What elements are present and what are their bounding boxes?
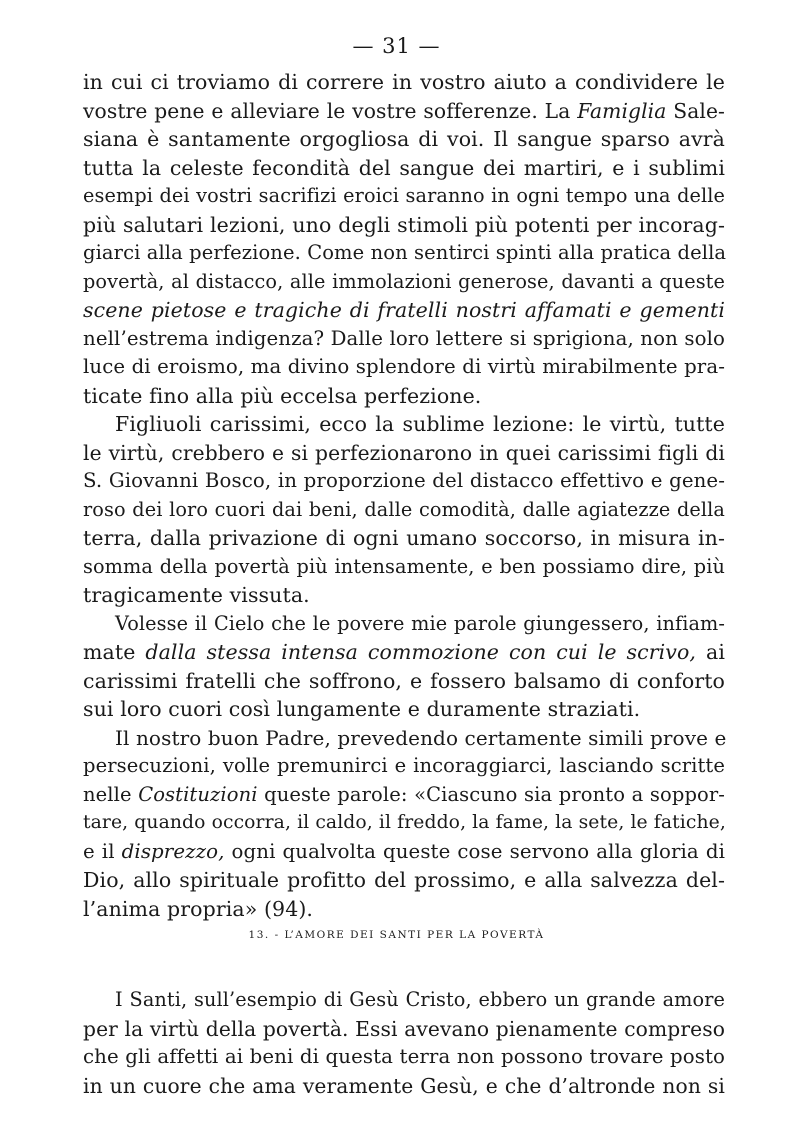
text-line: siana è santamente orgogliosa di voi. Il sangue sparso avrà [83, 127, 725, 151]
text-line: e il disprezzo, ogni qualvolta queste cose servono alla gloria di [83, 839, 725, 863]
text-line: più salutari lezioni, uno degli stimoli più potenti per incorag- [83, 212, 725, 237]
text-line: terra, dalla privazione di ogni umano soccorso, in misura in- [83, 526, 725, 550]
text-line: luce di eroismo, ma divino splendore di virtù mirabilmente pra- [83, 355, 725, 378]
text-line: Volesse il Cielo che le povere mie parole giungessero, infiam- [115, 611, 725, 635]
text-line: Il nostro buon Padre, prevedendo certamente simili prove e [115, 725, 727, 750]
section-heading: 13. - L’AMORE DEI SANTI PER LA POVERTÀ [248, 929, 545, 941]
text-line: nelle Costituzioni queste parole: «Ciascuno sia pronto a soppor- [83, 782, 725, 806]
text-line: tragicamente vissuta. [83, 583, 310, 607]
text-line: tutta la celeste fecondità del sangue dei martiri, e i sublimi [83, 155, 725, 180]
text-line: I Santi, sull’esempio di Gesù Cristo, ebbero un grande amore [115, 988, 725, 1011]
text-line: carissimi fratelli che soffrono, e fossero balsamo di conforto [83, 668, 725, 693]
text-line: ticate fino alla più eccelsa perfezione. [83, 383, 482, 408]
text-line: Dio, allo spirituale profitto del prossimo, e alla salvezza del- [83, 868, 725, 892]
main-text [83, 68, 725, 923]
text-line: l’anima propria» (94). [83, 896, 314, 921]
text-line: tare, quando occorra, il caldo, il freddo, la fame, la sete, le fatiche, [83, 812, 726, 833]
text-line: sui loro cuori così lungamente e duramente straziati. [83, 697, 641, 721]
text-line: Figliuoli carissimi, ecco la sublime lezione: le virtù, tutte [115, 412, 725, 436]
text-line: per la virtù della povertà. Essi avevano pienamente compreso [83, 1016, 725, 1041]
text-line: che gli affetti ai beni di questa terra non possono trovare posto [83, 1045, 725, 1068]
text-line: somma della povertà più intensamente, e ben possiamo dire, più [83, 554, 725, 578]
text-line: giarci alla perfezione. Come non sentirci spinti alla pratica della [83, 241, 727, 264]
text-line: mate dalla stessa intensa commozione con cui le scrivo, ai [83, 640, 725, 664]
paragraph-3 [83, 610, 725, 724]
page-number: — 31 — [352, 34, 441, 58]
text-line: le virtù, crebbero e si perfezionarono in quei carissimi figli di [83, 440, 725, 465]
text-line: vostre pene e alleviare le vostre sofferenze. La Famiglia Sale- [83, 98, 725, 123]
text-line: persecuzioni, volle premunirci e incoraggiarci, lasciando scritte [83, 754, 725, 777]
text-line: esempi dei vostri sacrifizi eroici saranno in ogni tempo una delle [83, 184, 725, 207]
text-line: in un cuore che ama veramente Gesù, e che d’altronde non si [83, 1073, 725, 1098]
text-line: in cui ci troviamo di correre in vostro aiuto a condividere le [83, 70, 725, 94]
section-text [83, 986, 725, 1100]
paragraph-2 [83, 410, 725, 610]
paragraph-4 [83, 724, 725, 924]
text-line: nell’estrema indigenza? Dalle loro lettere si sprigiona, non solo [83, 326, 725, 350]
text-line: roso dei loro cuori dai beni, dalle comodità, dalle agiatezze della [83, 497, 725, 521]
text-line: S. Giovanni Bosco, in proporzione del distacco effettivo e gene- [83, 469, 725, 492]
paragraph-1 [83, 68, 725, 410]
text-line: scene pietose e tragiche di fratelli nostri affamati e gementi [83, 298, 725, 322]
text-line: povertà, al distacco, alle immolazioni generose, davanti a queste [83, 269, 725, 293]
